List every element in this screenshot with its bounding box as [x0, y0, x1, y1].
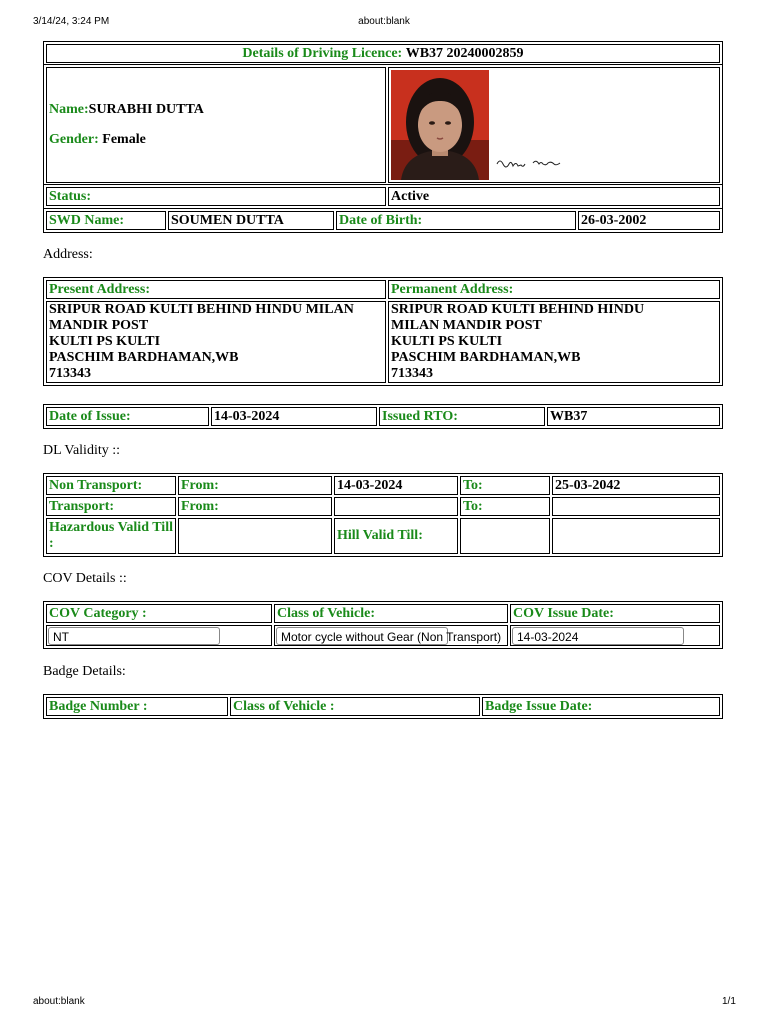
cov-issue-date-label-cell	[510, 604, 720, 623]
present-label-cell	[46, 280, 386, 299]
badge-table	[43, 694, 723, 719]
issue-table	[43, 404, 723, 429]
holder-gender: Female	[102, 132, 146, 147]
from-label: From:	[181, 498, 219, 514]
cov-section-title: COV Details ::	[43, 571, 127, 586]
cov-class-label: Class of Vehicle:	[277, 605, 375, 621]
cov-category-input-cell	[46, 625, 272, 646]
permanent-address-line: 713343	[391, 366, 433, 381]
status-table	[43, 184, 723, 209]
transport-from-label-cell	[178, 497, 332, 516]
permanent-address-line: SRIPUR ROAD KULTI BEHIND HINDU	[391, 302, 645, 317]
badge-section-title: Badge Details:	[43, 664, 126, 679]
issued-rto-value-cell	[547, 407, 720, 426]
issue-date-value-cell	[211, 407, 377, 426]
badge-number-label-cell	[46, 697, 228, 716]
status-value: Active	[391, 188, 430, 204]
hill-extra-cell	[552, 518, 720, 554]
to-label: To:	[463, 498, 483, 514]
present-address-label: Present Address:	[49, 281, 150, 297]
non-transport-to-value-cell	[552, 476, 720, 495]
non-transport-to-label-cell	[460, 476, 550, 495]
issued-rto-label: Issued RTO:	[382, 408, 458, 424]
hill-label-cell	[334, 518, 458, 554]
permanent-address-line: MILAN MANDIR POST	[391, 318, 542, 333]
licence-heading-label: Details of Driving Licence:	[242, 45, 403, 61]
issue-date-label-cell	[46, 407, 209, 426]
swd-label: SWD Name:	[49, 212, 125, 228]
present-address-cell	[46, 301, 386, 383]
permanent-label-cell	[388, 280, 720, 299]
cov-class-field[interactable]: Motor cycle without Gear (Non Transport)	[276, 627, 448, 645]
print-datetime: 3/14/24, 3:24 PM	[33, 16, 110, 27]
permanent-address-line: PASCHIM BARDHAMAN,WB	[391, 350, 581, 365]
cov-issue-date-label: COV Issue Date:	[513, 605, 614, 621]
present-address-line: SRIPUR ROAD KULTI BEHIND HINDU MILAN	[49, 302, 354, 317]
issue-date-value: 14-03-2024	[214, 408, 280, 424]
dob-value-cell	[578, 211, 720, 230]
non-transport-label-cell	[46, 476, 176, 495]
cov-table	[43, 601, 723, 649]
holder-photo	[391, 70, 489, 180]
personal-table	[43, 64, 723, 186]
permanent-address-line: KULTI PS KULTI	[391, 334, 503, 349]
present-address-line: KULTI PS KULTI	[49, 334, 161, 349]
badge-number-label: Badge Number :	[49, 698, 148, 714]
print-footer-url: about:blank	[33, 996, 85, 1007]
name-label: Name:	[49, 102, 89, 117]
present-address-line: PASCHIM BARDHAMAN,WB	[49, 350, 239, 365]
badge-issue-date-label: Badge Issue Date:	[485, 698, 593, 714]
transport-to-value-cell	[552, 497, 720, 516]
cov-category-label: COV Category :	[49, 605, 147, 621]
gender-label: Gender:	[49, 132, 99, 147]
print-page-number: 1/1	[722, 996, 736, 1007]
badge-class-label-cell	[230, 697, 480, 716]
address-table	[43, 277, 723, 386]
cov-category-field[interactable]: NT	[48, 627, 220, 645]
dob-label: Date of Birth:	[339, 212, 423, 228]
swd-label-cell	[46, 211, 166, 230]
from-label: From:	[181, 477, 219, 493]
permanent-address-cell	[388, 301, 720, 383]
transport-label: Transport:	[49, 498, 115, 514]
status-label-cell	[46, 187, 386, 206]
non-transport-label: Non Transport:	[49, 477, 143, 493]
signature-image	[493, 152, 573, 172]
cov-category-label-cell	[46, 604, 272, 623]
issued-rto-value: WB37	[550, 408, 588, 424]
holder-name: SURABHI DUTTA	[88, 102, 204, 117]
licence-number: WB37 20240002859	[405, 45, 524, 61]
hill-value-cell	[460, 518, 550, 554]
badge-class-label: Class of Vehicle :	[233, 698, 335, 714]
swd-dob-table	[43, 208, 723, 233]
dob-label-cell	[336, 211, 576, 230]
transport-label-cell	[46, 497, 176, 516]
non-transport-from-label-cell	[178, 476, 332, 495]
present-address-line: MANDIR POST	[49, 318, 149, 333]
transport-from-value-cell	[334, 497, 458, 516]
photo-cell	[388, 67, 720, 183]
licence-heading-table	[43, 41, 723, 66]
licence-heading-cell	[46, 44, 720, 63]
non-transport-from-value-cell	[334, 476, 458, 495]
swd-name: SOUMEN DUTTA	[171, 212, 284, 228]
present-address-line: 713343	[49, 366, 91, 381]
badge-issue-date-label-cell	[482, 697, 720, 716]
non-transport-to-value: 25-03-2042	[555, 477, 621, 493]
cov-issue-date-input-cell	[510, 625, 720, 646]
status-label: Status:	[49, 188, 92, 204]
to-label: To:	[463, 477, 483, 493]
cov-class-label-cell	[274, 604, 508, 623]
transport-to-label-cell	[460, 497, 550, 516]
cov-class-input-cell	[274, 625, 508, 646]
hazardous-value-cell	[178, 518, 332, 554]
address-section-title: Address:	[43, 247, 93, 262]
permanent-address-label: Permanent Address:	[391, 281, 514, 297]
cov-issue-date-field[interactable]: 14-03-2024	[512, 627, 684, 645]
hill-label: Hill Valid Till:	[337, 528, 423, 543]
name-gender-cell	[46, 67, 386, 183]
dob-value: 26-03-2002	[581, 212, 647, 228]
non-transport-from-value: 14-03-2024	[337, 477, 403, 493]
issue-date-label: Date of Issue:	[49, 408, 131, 424]
status-value-cell	[388, 187, 720, 206]
issued-rto-label-cell	[379, 407, 545, 426]
validity-table	[43, 473, 723, 557]
validity-section-title: DL Validity ::	[43, 443, 120, 458]
hazardous-label: Hazardous Valid Till :	[49, 520, 173, 551]
print-title: about:blank	[358, 16, 410, 27]
hazardous-label-cell	[46, 518, 176, 554]
swd-value-cell	[168, 211, 334, 230]
